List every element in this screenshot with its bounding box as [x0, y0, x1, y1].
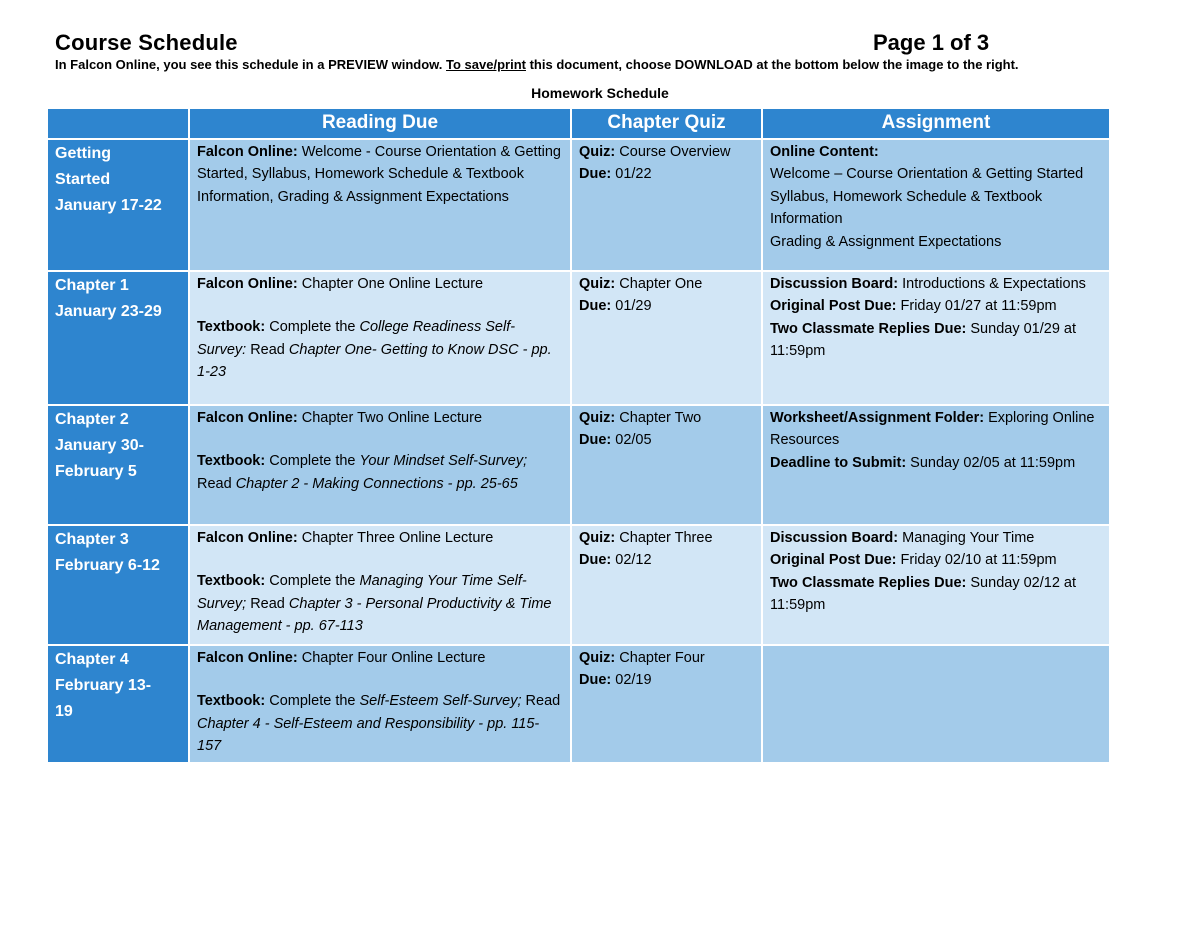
reading-cell: [189, 405, 571, 525]
textbook-label: Textbook:: [197, 573, 266, 590]
assignment-cell: [762, 139, 1110, 271]
reading-cell: [189, 525, 571, 645]
due-label: Due:: [579, 298, 612, 315]
assignment-cell: [762, 271, 1110, 405]
week-cell: [47, 405, 189, 525]
self-survey-title: Managing Your Time Self-Survey;: [197, 573, 527, 612]
classmate-replies-label: Two Classmate Replies Due:: [770, 320, 967, 337]
textbook-text: Complete the: [265, 319, 360, 336]
assignment-line: Welcome – Course Orientation & Getting Started: [770, 166, 1084, 183]
quiz-name: Course Overview: [615, 144, 731, 160]
column-header-week: [47, 108, 189, 139]
deadline-label: Deadline to Submit:: [770, 454, 907, 471]
worksheet-folder-text: Exploring Online Resources: [770, 410, 1095, 449]
quiz-label: Quiz:: [579, 276, 616, 292]
preview-note-prefix: In Falcon Online, you see this schedule in a PREVIEW window.: [55, 57, 447, 72]
falcon-online-text: Chapter Three Online Lecture: [297, 530, 494, 546]
quiz-label: Quiz:: [579, 410, 616, 426]
textbook-label: Textbook:: [197, 319, 266, 336]
textbook-text: Read: [521, 693, 561, 710]
quiz-name: Chapter One: [615, 276, 703, 292]
textbook-text: Complete the: [265, 573, 360, 590]
week-cell: [47, 271, 189, 405]
falcon-online-label: Falcon Online:: [197, 144, 298, 160]
homework-schedule-table: [46, 107, 1111, 764]
week-dates: January 17-22: [55, 197, 162, 214]
classmate-replies-label: Two Classmate Replies Due:: [770, 574, 967, 591]
textbook-text: Complete the: [265, 693, 360, 710]
due-label: Due:: [579, 672, 612, 689]
quiz-label: Quiz:: [579, 530, 616, 546]
quiz-name: Chapter Two: [615, 410, 702, 426]
chapter-reading: Chapter One- Getting to Know DSC - pp. 1-23: [197, 341, 552, 381]
table-row: [47, 645, 1110, 763]
discussion-board-text: Managing Your Time: [898, 530, 1035, 546]
week-dates: 19: [55, 703, 73, 720]
week-cell: [47, 139, 189, 271]
falcon-online-label: Falcon Online:: [197, 410, 298, 426]
table-row: [47, 525, 1110, 645]
online-content-label: Online Content:: [770, 144, 879, 160]
assignment-cell: [762, 525, 1110, 645]
deadline-text: Sunday 02/05 at 11:59pm: [906, 454, 1076, 471]
classmate-replies-text: Sunday 02/12 at 11:59pm: [770, 574, 1077, 614]
due-date: 02/12: [611, 552, 652, 569]
self-survey-title: Self-Esteem Self-Survey;: [359, 693, 522, 710]
column-header-chapter-quiz: Chapter Quiz: [571, 108, 762, 139]
quiz-label: Quiz:: [579, 144, 616, 160]
week-label: Getting: [55, 145, 111, 162]
column-header-assignment: Assignment: [762, 108, 1110, 139]
column-header-reading-due: Reading Due: [189, 108, 571, 139]
textbook-text: Read: [246, 595, 289, 612]
week-dates: January 23-29: [55, 303, 162, 320]
header-row: [47, 108, 1110, 139]
week-dates: February 13-: [55, 677, 152, 694]
week-label: Chapter 3: [55, 531, 129, 548]
falcon-online-label: Falcon Online:: [197, 276, 298, 292]
page-title: Course Schedule: [55, 30, 238, 55]
week-label: Chapter 1: [55, 277, 129, 294]
quiz-cell: [571, 139, 762, 271]
discussion-board-label: Discussion Board:: [770, 530, 899, 546]
quiz-cell: [571, 645, 762, 763]
due-date: 02/05: [611, 432, 652, 449]
due-date: 01/29: [611, 298, 652, 315]
due-label: Due:: [579, 552, 612, 569]
preview-note: [55, 57, 1019, 72]
quiz-cell: [571, 405, 762, 525]
original-post-label: Original Post Due:: [770, 298, 897, 315]
falcon-online-text: Chapter One Online Lecture: [297, 276, 484, 292]
week-cell: [47, 525, 189, 645]
due-label: Due:: [579, 166, 612, 183]
due-date: 02/19: [611, 672, 652, 689]
schedule-title: Homework Schedule: [531, 85, 669, 101]
week-dates: January 30-: [55, 437, 144, 454]
self-survey-title: Your Mindset Self-Survey;: [359, 453, 528, 470]
quiz-cell: [571, 525, 762, 645]
chapter-reading: Chapter 4 - Self-Esteem and Responsibility - pp. 115-157: [197, 715, 540, 755]
textbook-text: Read: [197, 475, 236, 492]
quiz-label: Quiz:: [579, 650, 616, 666]
falcon-online-text: Welcome - Course Orientation & Getting Started, Syllabus, Homework Schedule & Textbook Information, Grading & Assignment Expectations: [197, 144, 561, 205]
due-date: 01/22: [611, 166, 652, 183]
textbook-text: Read: [246, 341, 289, 358]
week-label: Chapter 4: [55, 651, 129, 668]
original-post-text: Friday 02/10 at 11:59pm: [896, 552, 1057, 569]
table-row: [47, 271, 1110, 405]
falcon-online-label: Falcon Online:: [197, 650, 298, 666]
chapter-reading: Chapter 3 - Personal Productivity & Time Management - pp. 67-113: [197, 595, 552, 635]
self-survey-title: College Readiness Self-Survey:: [197, 319, 516, 358]
page-number: Page 1 of 3: [873, 30, 990, 55]
week-cell: [47, 645, 189, 763]
table-row: [47, 405, 1110, 525]
assignment-cell: [762, 405, 1110, 525]
assignment-cell-empty: [762, 645, 1110, 763]
due-label: Due:: [579, 432, 612, 449]
week-label: Started: [55, 171, 111, 188]
textbook-label: Textbook:: [197, 693, 266, 710]
quiz-name: Chapter Three: [615, 530, 713, 546]
assignment-line: Syllabus, Homework Schedule & Textbook Information: [770, 188, 1043, 228]
classmate-replies-text: Sunday 01/29 at 11:59pm: [770, 320, 1077, 360]
assignment-line: Grading & Assignment Expectations: [770, 233, 1002, 250]
week-dates: February 6-12: [55, 557, 160, 574]
reading-cell: [189, 139, 571, 271]
textbook-label: Textbook:: [197, 453, 266, 470]
quiz-cell: [571, 271, 762, 405]
worksheet-folder-label: Worksheet/Assignment Folder:: [770, 410, 985, 426]
falcon-online-label: Falcon Online:: [197, 530, 298, 546]
reading-cell: [189, 271, 571, 405]
week-label: Chapter 2: [55, 411, 129, 428]
discussion-board-label: Discussion Board:: [770, 276, 899, 292]
falcon-online-text: Chapter Two Online Lecture: [297, 410, 483, 426]
chapter-reading: Chapter 2 - Making Connections - pp. 25-65: [235, 475, 518, 492]
save-print-link: To save/print: [446, 57, 526, 72]
textbook-text: Complete the: [265, 453, 360, 470]
original-post-text: Friday 01/27 at 11:59pm: [896, 298, 1057, 315]
preview-note-suffix: this document, choose DOWNLOAD at the bottom below the image to the right.: [525, 57, 1019, 72]
falcon-online-text: Chapter Four Online Lecture: [297, 650, 486, 666]
table-row: [47, 139, 1110, 271]
quiz-name: Chapter Four: [615, 650, 705, 666]
discussion-board-text: Introductions & Expectations: [898, 276, 1086, 292]
original-post-label: Original Post Due:: [770, 552, 897, 569]
week-dates: February 5: [55, 463, 137, 480]
reading-cell: [189, 645, 571, 763]
